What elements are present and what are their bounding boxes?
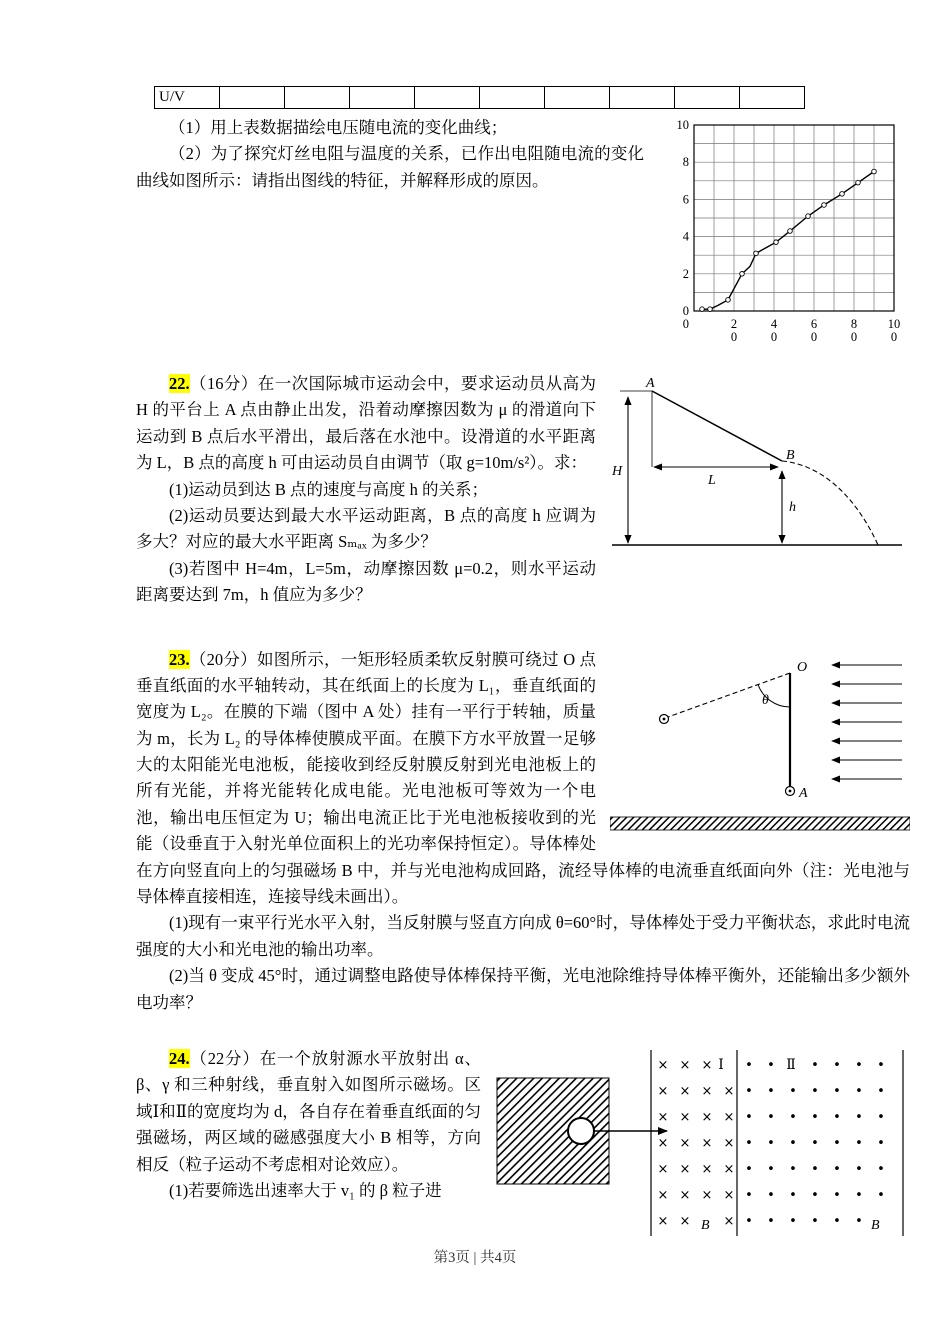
svg-text:•: • (767, 1213, 775, 1229)
svg-text:•: • (877, 1161, 885, 1177)
svg-text:×: × (679, 1109, 691, 1125)
svg-text:•: • (811, 1135, 819, 1151)
svg-text:×: × (679, 1135, 691, 1151)
svg-text:×: × (679, 1057, 691, 1073)
q22-item-3: (3)若图中 H=4m，L=5m，动摩擦因数 μ=0.2，则水平运动距离要达到 7m，h 值应为多少？ (136, 558, 596, 605)
svg-text:•: • (789, 1187, 797, 1203)
intro-item-1: （1）用上表数据描绘电压随电流的变化曲线； (169, 118, 508, 137)
svg-text:×: × (657, 1057, 669, 1073)
svg-text:•: • (877, 1109, 885, 1125)
svg-text:•: • (767, 1083, 775, 1099)
svg-text:•: • (789, 1135, 797, 1151)
label-H: H (612, 464, 623, 479)
svg-text:•: • (789, 1083, 797, 1099)
svg-text:•: • (833, 1109, 841, 1125)
source-aperture-circle (568, 1118, 594, 1144)
rod-current-dot (663, 717, 666, 720)
q23-item-1: (1)现有一束平行光水平入射，当反射膜与竖直方向成 θ=60°时，导体棒处于受力平衡状态，求此时电流强度的大小和光电池的输出功率。 (136, 913, 910, 959)
table-cell (350, 87, 415, 109)
svg-text:•: • (877, 1135, 885, 1151)
svg-text:0: 0 (682, 317, 689, 331)
intro-item-2: （2）为了探究灯丝电阻与温度的关系，已作出电阻随电流的变化曲线如图所示：请指出图线的特征，并解释形成的原因。 (136, 144, 644, 190)
label-B-region-2: B (871, 1217, 880, 1233)
svg-text:×: × (701, 1057, 713, 1073)
svg-text:80: 8 0 (850, 317, 858, 344)
svg-text:2: 2 (682, 266, 689, 281)
svg-text:6: 6 (682, 192, 689, 207)
svg-text:•: • (855, 1161, 863, 1177)
svg-text:•: • (855, 1057, 863, 1073)
svg-text:×: × (723, 1135, 735, 1151)
label-h: h (789, 500, 796, 515)
projectile-path (782, 461, 878, 545)
q24-text: 在一个放射源水平放射出 α、β、γ 和三种射线，垂直射入如图所示磁场。区域Ⅰ和Ⅱ的宽度均为 d，各自存在着垂直纸面的匀强磁场，两区域的磁感强度大小 B 相等，方向相反（粒子运动不考虑相对论效应）。 (136, 1048, 481, 1174)
q22-slide-figure (610, 373, 910, 578)
label-theta: θ (762, 692, 769, 708)
q23-item-2: (2)当 θ 变成 45°时，通过调整电路使导体棒保持平衡，光电池除维持导体棒平衡外，还能输出多少额外电功率？ (136, 966, 910, 1012)
svg-text:×: × (679, 1213, 691, 1229)
svg-text:•: • (811, 1161, 819, 1177)
table-cell (285, 87, 350, 109)
svg-text:•: • (833, 1057, 841, 1073)
svg-text:•: • (789, 1213, 797, 1229)
label-region-2: Ⅱ (786, 1057, 796, 1073)
point-A-dot (789, 789, 792, 792)
svg-text:•: • (833, 1161, 841, 1177)
svg-text:•: • (745, 1109, 753, 1125)
solar-panel-ground (610, 817, 910, 830)
table-row (155, 87, 805, 109)
data-table (154, 86, 805, 109)
svg-text:×: × (657, 1135, 669, 1151)
label-A: A (799, 785, 808, 801)
svg-text:•: • (811, 1109, 819, 1125)
svg-text:4: 4 (682, 229, 689, 244)
q24-score: （22分） (189, 1048, 260, 1068)
svg-text:×: × (657, 1161, 669, 1177)
svg-text:•: • (745, 1057, 753, 1073)
svg-text:•: • (811, 1187, 819, 1203)
svg-text:•: • (855, 1109, 863, 1125)
field-symbols (658, 1058, 885, 1229)
resistance-chart-figure (658, 117, 910, 353)
question-22 (136, 371, 910, 609)
svg-text:×: × (701, 1161, 713, 1177)
q23-text: 如图所示，一矩形轻质柔软反射膜可绕过 O 点垂直纸面的水平轴转动，其在纸面上的长度为 L₁，垂直纸面的宽度为 L₂。在膜的下端（图中 A 处）挂有一平行于转轴，质量为 m，长为 L₂ 的导体棒使膜成平面。在膜下方水平放置一足够大的太阳能光电池板，能接收到经反射膜反射到光电池板上的所有光能，并将光能转化成电能。光电池板可等效为一个电池，输出电压恒定为 U；输出电流正比于光电池板接收到的光能（设垂直于入射光单位面积上的光功率保持恒定）。导体棒处在方向竖直向上的匀强磁场 B 中，并与光电池构成回路，流经导体棒的电流垂直纸面向外（注：光电池与导体棒直接相连，连接导线未画出）。 (136, 649, 910, 907)
svg-text:40: 4 0 (770, 317, 778, 344)
svg-text:•: • (745, 1187, 753, 1203)
svg-text:×: × (723, 1187, 735, 1203)
table-cell (480, 87, 545, 109)
q22-score: （16分） (189, 374, 258, 393)
svg-text:•: • (767, 1161, 775, 1177)
svg-text:•: • (833, 1083, 841, 1099)
svg-text:•: • (789, 1161, 797, 1177)
svg-text:•: • (877, 1083, 885, 1099)
svg-text:•: • (877, 1187, 885, 1203)
svg-text:•: • (811, 1213, 819, 1229)
svg-text:•: • (833, 1135, 841, 1151)
label-region-1: Ⅰ (718, 1057, 724, 1073)
svg-text:×: × (723, 1083, 735, 1099)
q22-slide-diagram (610, 373, 910, 578)
svg-text:×: × (701, 1135, 713, 1151)
svg-text:×: × (657, 1187, 669, 1203)
intro-section (136, 115, 910, 359)
light-ray-arrows (832, 665, 902, 779)
svg-text:•: • (855, 1135, 863, 1151)
svg-text:×: × (679, 1187, 691, 1203)
svg-text:•: • (745, 1213, 753, 1229)
svg-text:•: • (745, 1135, 753, 1151)
label-point-B: B (786, 448, 795, 463)
svg-text:×: × (679, 1161, 691, 1177)
svg-text:•: • (855, 1083, 863, 1099)
q24-item-1: (1)若要筛选出速率大于 v₁ 的 β 粒子进 (169, 1180, 442, 1200)
svg-text:•: • (855, 1213, 863, 1229)
slide-slope-line (652, 391, 782, 461)
svg-text:•: • (833, 1213, 841, 1229)
svg-text:10: 10 (676, 118, 689, 132)
page-footer: 第3页 | 共4页 (433, 1250, 517, 1266)
table-cell (220, 87, 285, 109)
svg-text:×: × (701, 1083, 713, 1099)
svg-text:•: • (789, 1109, 797, 1125)
label-B-region-1: B (701, 1217, 710, 1233)
q22-text: 在一次国际城市运动会中，要求运动员从高为 H 的平台上 A 点由静止出发，沿着动摩擦因数为 μ 的滑道向下运动到 B 点后水平滑出，最后落在水池中。设滑道的水平距离为 L，B 点的高度 h 可由运动员自由调节（取 g=10m/s²）。求： (136, 374, 597, 473)
svg-text:×: × (657, 1213, 669, 1229)
svg-text:×: × (723, 1161, 735, 1177)
table-cell-label: U/V (155, 87, 220, 109)
svg-text:•: • (811, 1083, 819, 1099)
table-cell (740, 87, 805, 109)
svg-text:20: 2 0 (730, 317, 738, 344)
svg-text:•: • (745, 1161, 753, 1177)
q23-score: （20分） (189, 649, 257, 669)
svg-text:8: 8 (682, 155, 689, 170)
svg-text:•: • (767, 1135, 775, 1151)
svg-text:•: • (811, 1057, 819, 1073)
q22-item-2: (2)运动员要达到最大水平运动距离，B 点的高度 h 应调为多大？对应的最大水平距离 Sₘₐₓ 为多少？ (136, 505, 596, 552)
question-23 (136, 647, 910, 1016)
label-point-A: A (646, 376, 655, 391)
table-cell (545, 87, 610, 109)
q22-number: 22. (169, 374, 190, 393)
resistance-current-chart (658, 117, 910, 353)
membrane-dashed-line (668, 673, 790, 717)
q24-field-diagram (495, 1048, 910, 1240)
q24-field-figure (495, 1048, 910, 1240)
svg-text:•: • (855, 1187, 863, 1203)
svg-text:•: • (877, 1057, 885, 1073)
table-cell (675, 87, 740, 109)
svg-text:×: × (723, 1213, 735, 1229)
table-cell (610, 87, 675, 109)
label-O: O (797, 659, 808, 675)
svg-text:•: • (745, 1083, 753, 1099)
svg-text:•: • (767, 1057, 775, 1073)
q23-membrane-figure (610, 649, 910, 844)
svg-text:×: × (657, 1109, 669, 1125)
q23-membrane-diagram (610, 649, 910, 844)
svg-text:•: • (767, 1109, 775, 1125)
svg-text:×: × (723, 1109, 735, 1125)
svg-text:×: × (679, 1083, 691, 1099)
svg-text:×: × (701, 1109, 713, 1125)
q22-item-1: (1)运动员到达 B 点的速度与高度 h 的关系； (169, 479, 488, 499)
svg-text:×: × (701, 1187, 713, 1203)
svg-text:•: • (833, 1187, 841, 1203)
table-cell (415, 87, 480, 109)
svg-text:×: × (657, 1083, 669, 1099)
svg-text:60: 6 0 (810, 317, 818, 344)
q24-number: 24. (169, 1048, 190, 1068)
q23-number: 23. (169, 649, 190, 669)
question-24 (136, 1046, 910, 1246)
svg-text:0: 0 (682, 304, 689, 318)
svg-text:100: 10 0 (887, 317, 901, 344)
svg-text:•: • (767, 1187, 775, 1203)
label-L: L (708, 473, 716, 488)
